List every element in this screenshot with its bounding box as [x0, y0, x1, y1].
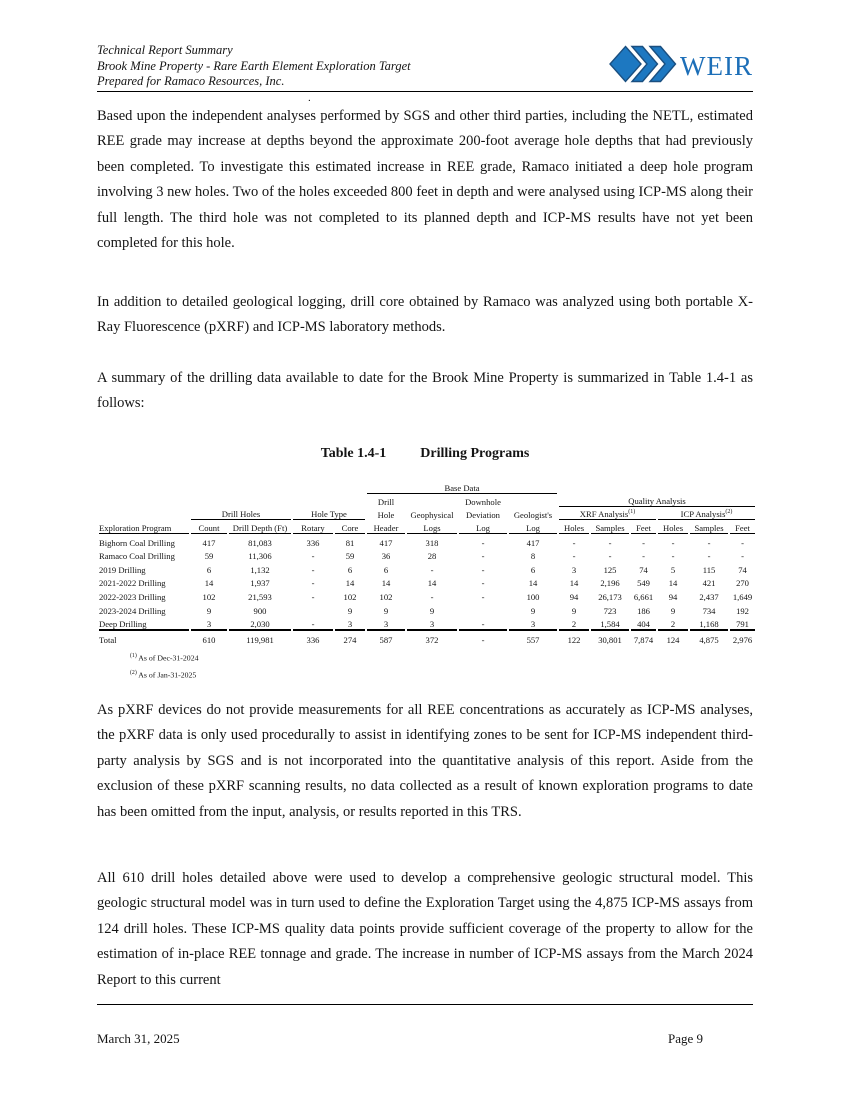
value-cell: - [430, 591, 434, 602]
header-row-group-3 [99, 507, 755, 520]
value-cell: 274 [343, 634, 357, 645]
value-cell: 3 [191, 616, 227, 632]
value-cell: 2,976 [732, 634, 753, 645]
value-cell: 14 [345, 578, 355, 589]
value-cell: 900 [253, 605, 267, 616]
value-cell: 100 [526, 591, 540, 602]
table-row [99, 575, 755, 589]
value-cell: - [311, 578, 315, 589]
value-cell: 270 [736, 578, 749, 589]
value-cell: - [293, 616, 333, 632]
value-cell: 6 [530, 564, 536, 575]
table-row [99, 548, 755, 562]
value-cell: 59 [345, 551, 355, 562]
col-header-hole-header: Header [367, 520, 405, 534]
drilling-table-body [99, 534, 755, 645]
program-cell: 2021-2022 Drilling [99, 578, 166, 589]
value-cell: 9 [383, 605, 389, 616]
col-header-program: Exploration Program [99, 520, 189, 534]
col-header-drill-depth: Drill Depth (Ft) [229, 520, 291, 534]
value-cell: 36 [381, 551, 391, 562]
program-cell: Deep Drilling [99, 616, 189, 632]
value-cell: 734 [702, 605, 716, 616]
value-cell: 3 [335, 616, 365, 632]
table-row [99, 631, 755, 645]
footer-divider [97, 1004, 753, 1005]
value-cell: - [481, 564, 485, 575]
group-header-base-data: Base Data [367, 481, 557, 494]
value-cell: - [481, 551, 485, 562]
value-cell: 9 [347, 605, 353, 616]
subheader-drill: Drill [377, 496, 395, 507]
table-row [99, 588, 755, 602]
value-cell: 7,874 [633, 634, 654, 645]
value-cell: 11,306 [248, 551, 272, 562]
col-header-geologists-log: Log [509, 520, 557, 534]
footer-date: March 31, 2025 [97, 1031, 180, 1046]
value-cell: - [741, 537, 744, 548]
col-header-core: Core [335, 520, 365, 534]
value-cell: 1,649 [732, 591, 753, 602]
paragraph-logging-methods: In addition to detailed geological logging, drill core obtained by Ramaco was analyzed using both portable X-Ray Fluorescence (pXRF) and ICP-MS laboratory methods. [97, 294, 753, 336]
value-cell: 28 [427, 551, 437, 562]
value-cell: - [481, 634, 485, 645]
value-cell: 14 [427, 578, 437, 589]
value-cell: 6 [206, 564, 212, 575]
paragraph-intro-deep-holes: Based upon the independent analyses performed by SGS and other third parties, including the NETL, estimated REE grade may increase at depths beyond the approximate 200-foot average hole depths that had previously been completed. To investigate this estimated increase in REE grade, Ramaco initiated a deep hole program involving 3 new holes. Two of the holes exceeded 800 feet in depth and were analysed using ICP-MS along their full length. The third hole was not completed to its planned depth and ICP-MS results have not yet been completed for this hole. [97, 108, 753, 252]
col-header-icp-holes: Holes [658, 520, 688, 534]
footnote-1: $^{(1)}$ As of Dec-31-2024 [130, 653, 199, 663]
subheader-geologists: Geologist's [513, 509, 553, 520]
paragraph-pxrf-exclusion: As pXRF devices do not provide measurements for all REE concentrations as accurately as ICP-MS analyses, the pXRF data is only used procedurally to assist in identifying zones to be sent for ICP-MS independent third-party analysis by SGS and is not incorporated into the quantitative analysis of this report. Aside from the exclusion of these pXRF scanning results, no data collected as a result of known exploration programs to date has been omitted from the input, analysis, or results reported in this TRS. [97, 702, 753, 820]
value-cell: - [741, 551, 744, 562]
table-title [97, 446, 753, 462]
value-cell: 3 [407, 616, 457, 632]
stray-dot-mark: . [308, 92, 311, 104]
header-row-columns [99, 520, 755, 534]
value-cell [459, 602, 507, 616]
group-header-hole-type: Hole Type [293, 507, 365, 520]
paragraph-summary-lead-in: A summary of the drilling data available to date for the Brook Mine Property is summarized in Table 1.4-1 as follows: [97, 370, 753, 412]
value-cell: 14 [569, 578, 579, 589]
header-line-3: Prepared for Ramaco Resources, Inc. [97, 74, 285, 88]
value-cell: 81,083 [248, 537, 272, 548]
value-cell: 417 [379, 537, 393, 548]
subheader-deviation: Deviation [466, 509, 500, 520]
value-cell: - [481, 578, 485, 589]
header-divider [97, 91, 753, 92]
value-cell: 74 [639, 564, 648, 575]
header-row-group-1 [99, 481, 755, 494]
value-cell: 3 [509, 616, 557, 632]
value-cell: 9 [530, 605, 536, 616]
col-header-xrf-samples: Samples [591, 520, 629, 534]
spacer-cell [407, 494, 457, 507]
value-cell: 5 [670, 564, 676, 575]
table-number: Table 1.4-1 [320, 446, 387, 461]
value-cell: 59 [204, 551, 214, 562]
subheader-downhole: Downhole [465, 496, 501, 507]
value-cell: 21,593 [248, 591, 272, 602]
value-cell: - [459, 616, 507, 632]
document-header [97, 43, 411, 90]
program-cell: Ramaco Coal Drilling [99, 551, 175, 562]
value-cell: 9 [429, 605, 435, 616]
value-cell: 404 [631, 616, 656, 632]
col-header-icp-feet: Feet [730, 520, 755, 534]
value-cell: 94 [668, 591, 678, 602]
value-cell: 14 [381, 578, 391, 589]
value-cell: 2 [658, 616, 688, 632]
value-cell: 587 [379, 634, 393, 645]
value-cell: 723 [603, 605, 617, 616]
icp-footnote-ref: (2) [725, 509, 733, 516]
value-cell: - [707, 537, 711, 548]
value-cell: - [642, 537, 645, 548]
table-row [99, 561, 755, 575]
value-cell: 122 [567, 634, 581, 645]
spacer-cell [509, 494, 557, 507]
value-cell: 125 [603, 564, 617, 575]
value-cell: 336 [306, 634, 320, 645]
col-header-deviation-log: Log [459, 520, 507, 534]
col-header-geophysical-logs: Logs [407, 520, 457, 534]
header-row-group-2 [99, 494, 755, 507]
value-cell: 14 [668, 578, 678, 589]
weir-logo [608, 44, 753, 89]
table-row [99, 534, 755, 548]
weir-logo-text: WEIR [680, 51, 753, 81]
value-cell: 81 [345, 537, 355, 548]
value-cell: 14 [528, 578, 538, 589]
footer-page-number: Page 9 [667, 1031, 703, 1046]
value-cell: 115 [702, 564, 716, 575]
group-header-xrf-analysis: XRF Analysis$^{(1)}$ [559, 507, 656, 520]
value-cell: - [671, 551, 675, 562]
col-header-rotary: Rotary [293, 520, 333, 534]
subheader-hole: Hole [377, 509, 395, 520]
value-cell: - [311, 591, 315, 602]
value-cell: 557 [526, 634, 540, 645]
value-cell: - [430, 564, 434, 575]
program-cell: 2019 Drilling [99, 564, 146, 575]
program-cell: 2022-2023 Drilling [99, 591, 166, 602]
value-cell: - [572, 537, 576, 548]
value-cell: 318 [425, 537, 439, 548]
table-row [99, 616, 755, 632]
value-cell: 124 [666, 634, 680, 645]
value-cell: - [572, 551, 576, 562]
value-cell: 119,981 [246, 634, 274, 645]
spacer-cell [99, 507, 189, 520]
weir-logo-icon [608, 44, 678, 89]
xrf-footnote-ref: (1) [628, 509, 636, 516]
value-cell: - [311, 551, 315, 562]
header-line-1: Technical Report Summary [97, 43, 233, 57]
value-cell: 30,801 [598, 634, 622, 645]
value-cell: 372 [425, 634, 439, 645]
value-cell: - [608, 537, 612, 548]
value-cell: 1,168 [690, 616, 728, 632]
value-cell: 186 [637, 605, 650, 616]
value-cell: - [671, 537, 675, 548]
value-cell: 6 [383, 564, 389, 575]
table-footnotes [130, 649, 199, 682]
col-header-xrf-feet: Feet [631, 520, 656, 534]
value-cell: 94 [569, 591, 579, 602]
value-cell: 2,437 [699, 591, 719, 602]
program-cell: 2023-2024 Drilling [99, 605, 166, 616]
drilling-programs-table [97, 481, 753, 645]
value-cell: 14 [204, 578, 214, 589]
value-cell: 26,173 [598, 591, 622, 602]
value-cell: 2 [559, 616, 589, 632]
value-cell: - [608, 551, 612, 562]
value-cell: 9 [571, 605, 577, 616]
footnote-2: $^{(2)}$ As of Jan-31-2025 [130, 669, 197, 680]
value-cell: - [311, 564, 315, 575]
group-header-drill-holes: Drill Holes [191, 507, 291, 520]
value-cell: 6 [347, 564, 353, 575]
value-cell: 549 [637, 578, 650, 589]
value-cell: 102 [202, 591, 216, 602]
value-cell: 9 [670, 605, 676, 616]
value-cell: 1,937 [250, 578, 270, 589]
value-cell: 3 [367, 616, 405, 632]
table-name: Drilling Programs [420, 446, 530, 461]
value-cell: 421 [702, 578, 716, 589]
group-header-icp-analysis: ICP Analysis$^{(2)}$ [658, 507, 755, 520]
value-cell [293, 602, 333, 616]
value-cell: - [707, 551, 711, 562]
group-header-quality-analysis: Quality Analysis [559, 494, 755, 507]
value-cell: 6,661 [633, 591, 654, 602]
value-cell: - [481, 591, 485, 602]
value-cell: - [642, 551, 645, 562]
value-cell: - [481, 537, 485, 548]
value-cell: 102 [343, 591, 357, 602]
value-cell: 336 [306, 537, 320, 548]
value-cell: 8 [530, 551, 536, 562]
col-header-xrf-holes: Holes [559, 520, 589, 534]
value-cell: 1,584 [591, 616, 629, 632]
value-cell: 610 [202, 634, 216, 645]
value-cell: 102 [379, 591, 393, 602]
spacer-cell [559, 481, 755, 494]
spacer-cell [99, 494, 365, 507]
value-cell: 1,132 [250, 564, 270, 575]
value-cell: 2,030 [229, 616, 291, 632]
program-cell: Total [99, 634, 117, 645]
col-header-count: Count [191, 520, 227, 534]
subheader-geophysical: Geophysical [410, 509, 454, 520]
value-cell: 4,875 [699, 634, 719, 645]
program-cell: Bighorn Coal Drilling [99, 537, 175, 548]
value-cell: 2,196 [600, 578, 620, 589]
value-cell: 791 [730, 616, 755, 632]
value-cell: 417 [202, 537, 216, 548]
value-cell: 3 [571, 564, 577, 575]
spacer-cell [99, 481, 365, 494]
paragraph-geologic-model: All 610 drill holes detailed above were used to develop a comprehensive geologic structural model. This geologic structural model was in turn used to define the Exploration Target using the 4,875 ICP-MS assays from 124 drill holes. These ICP-MS quality data points provide sufficient coverage of the property to allow for the estimation of in-place REE tonnage and grade. The increase in number of ICP-MS assays from the March 2024 Report to this current [97, 870, 753, 988]
value-cell: 192 [736, 605, 749, 616]
value-cell: 417 [526, 537, 540, 548]
table-row [99, 602, 755, 616]
value-cell: 9 [206, 605, 212, 616]
header-line-2: Brook Mine Property - Rare Earth Element Exploration Target [97, 58, 411, 73]
value-cell: 74 [738, 564, 747, 575]
col-header-icp-samples: Samples [690, 520, 728, 534]
